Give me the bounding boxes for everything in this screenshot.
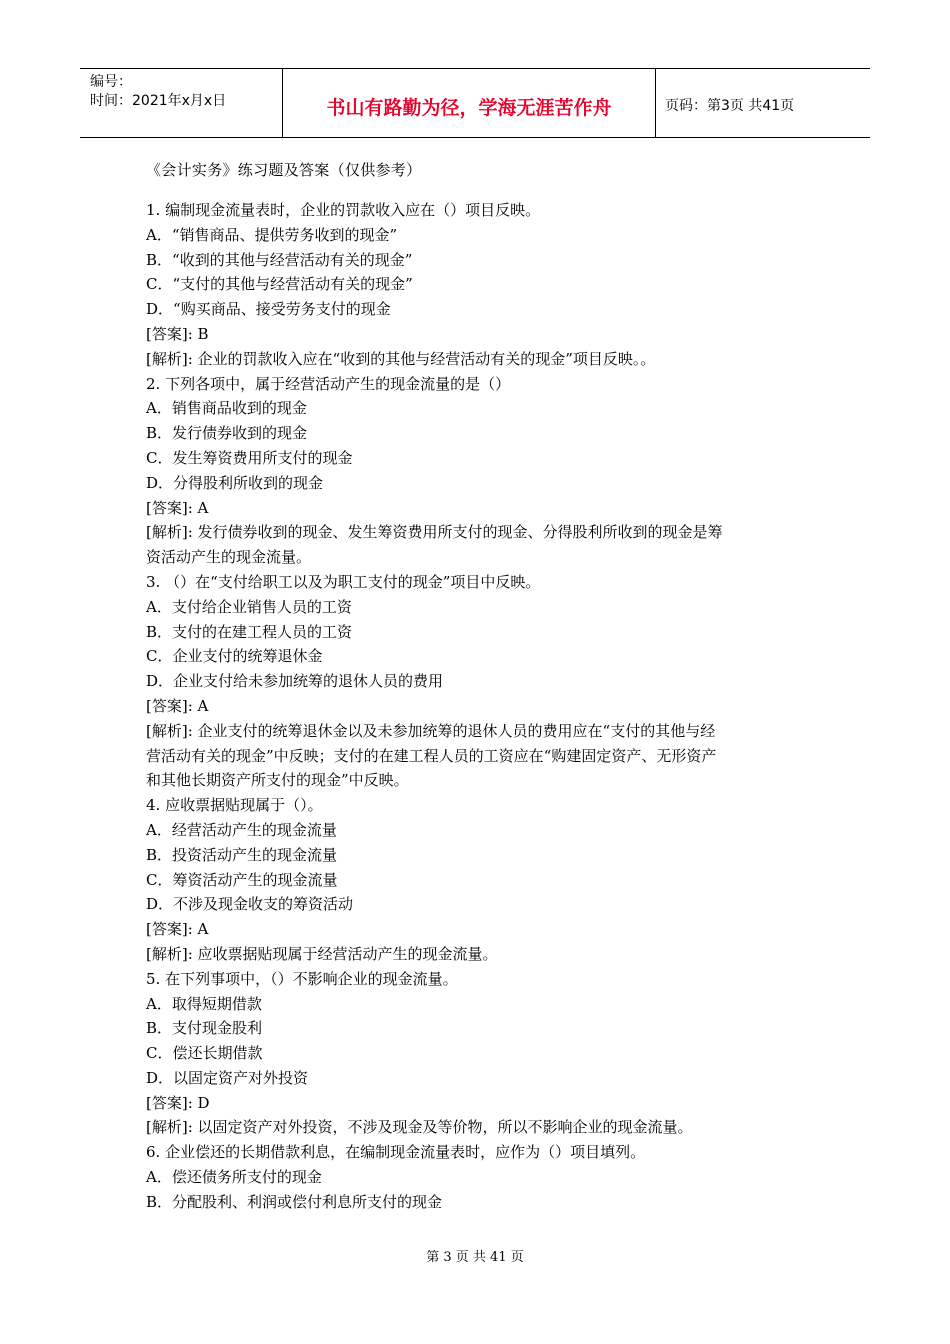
- document-line: B．分配股利、利润或偿付利息所支付的现金: [146, 1192, 443, 1211]
- document-number-label: 编号：: [90, 74, 132, 90]
- document-line: [答案]: A: [146, 498, 209, 517]
- document-line: [答案]: A: [146, 920, 209, 939]
- question-list: [146, 198, 826, 1215]
- header-motto-cell: [282, 69, 656, 137]
- document-line: C．企业支付的统筹退休金: [146, 647, 323, 666]
- document-line: 2. 下列各项中，属于经营活动产生的现金流量的是（）: [146, 374, 511, 393]
- document-line: [解析]: 应收票据贴现属于经营活动产生的现金流量。: [146, 944, 498, 963]
- document-line: [解析]: 以固定资产对外投资，不涉及现金及等价物，所以不影响企业的现金流量。: [146, 1118, 693, 1137]
- document-line: 营活动有关的现金”中反映；支付的在建工程人员的工资应在“购建固定资产、无形资产: [146, 746, 717, 765]
- header-motto: 书山有路勤为径，学海无涯苦作舟: [326, 97, 612, 119]
- document-line: C．筹资活动产生的现金流量: [146, 870, 338, 889]
- document-body: [146, 158, 826, 1215]
- document-line: D．分得股利所收到的现金: [146, 473, 324, 492]
- document-line: [答案]: A: [146, 696, 209, 715]
- document-line: D．“购买商品、接受劳务支付的现金: [146, 300, 391, 319]
- header-meta-cell: [80, 69, 282, 137]
- document-line: A．“销售商品、提供劳务收到的现金”: [146, 225, 398, 244]
- document-line: [解析]: 企业支付的统筹退休金以及未参加统筹的退休人员的费用应在“支付的其他与经: [146, 721, 716, 740]
- document-line: A．销售商品收到的现金: [146, 399, 307, 418]
- page-footer: 第 3 页 共 41 页: [426, 1250, 524, 1265]
- document-line: 4. 应收票据贴现属于（）。: [146, 796, 323, 815]
- document-line: B．支付现金股利: [146, 1019, 263, 1038]
- document-line: 和其他长期资产所支付的现金”中反映。: [146, 771, 409, 790]
- document-line: A．经营活动产生的现金流量: [146, 820, 337, 839]
- document-line: 1. 编制现金流量表时，企业的罚款收入应在（）项目反映。: [146, 201, 541, 219]
- document-time-label: 时间：2021年x月x日: [90, 93, 227, 109]
- document-title: 《会计实务》练习题及答案（仅供参考）: [146, 161, 422, 179]
- document-line: B．投资活动产生的现金流量: [146, 845, 338, 864]
- document-line: A．取得短期借款: [146, 994, 262, 1013]
- document-line: B．“收到的其他与经营活动有关的现金”: [146, 250, 413, 269]
- document-line: C．偿还长期借款: [146, 1044, 263, 1063]
- document-line: 6. 企业偿还的长期借款利息，在编制现金流量表时，应作为（）项目填列。: [146, 1143, 646, 1162]
- document-line: C．“支付的其他与经营活动有关的现金”: [146, 275, 413, 294]
- title-spacer: [146, 188, 826, 198]
- document-line: D．以固定资产对外投资: [146, 1068, 309, 1087]
- document-line: [答案]: B: [146, 324, 209, 343]
- document-line: A．偿还债务所支付的现金: [146, 1168, 322, 1187]
- document-line: D．不涉及现金收支的筹资活动: [146, 895, 354, 914]
- header-table: [80, 68, 870, 138]
- document-line: [解析]: 发行债券收到的现金、发生筹资费用所支付的现金、分得股利所收到的现金是筹: [146, 523, 723, 542]
- document-line: B．支付的在建工程人员的工资: [146, 622, 353, 641]
- document-line: 3. （）在“支付给职工以及为职工支付的现金”项目中反映。: [146, 572, 541, 591]
- document-line: 资活动产生的现金流量。: [146, 548, 312, 567]
- header-page-label: 页码：第3页 共41页: [665, 98, 795, 114]
- document-line: B．发行债券收到的现金: [146, 424, 308, 443]
- document-line: A．支付给企业销售人员的工资: [146, 597, 352, 616]
- header-page-cell: [655, 69, 870, 137]
- document-line: C．发生筹资费用所支付的现金: [146, 448, 353, 467]
- document-line: [答案]: D: [146, 1093, 210, 1112]
- document-line: 5. 在下列事项中，（）不影响企业的现金流量。: [146, 969, 458, 988]
- document-line: D．企业支付给未参加统筹的退休人员的费用: [146, 672, 444, 691]
- document-line: [解析]: 企业的罚款收入应在“收到的其他与经营活动有关的现金”项目反映。。: [146, 349, 656, 368]
